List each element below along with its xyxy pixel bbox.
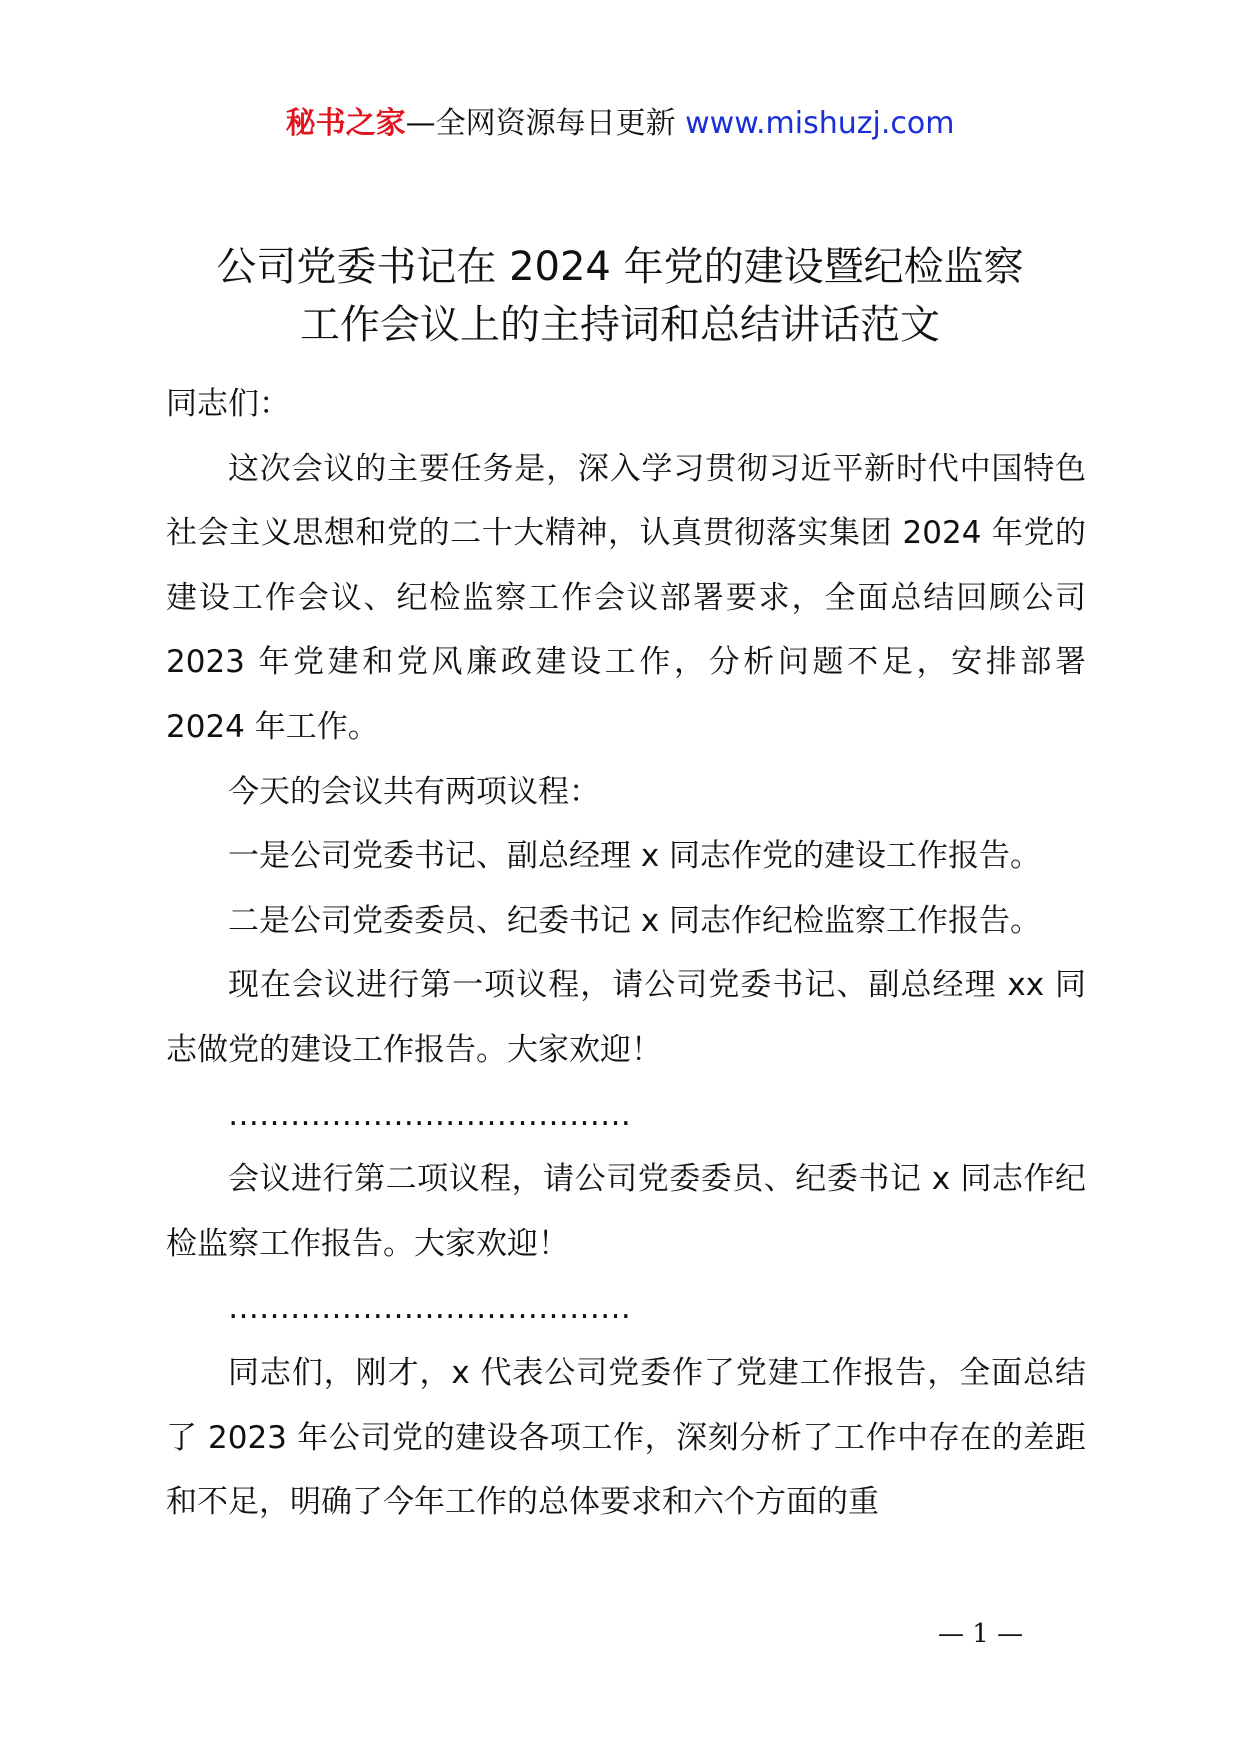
- title-line-2: 工作会议上的主持词和总结讲话范文: [300, 302, 940, 348]
- paragraph-agenda: 今天的会议共有两项议程：: [228, 773, 600, 810]
- paragraph-intro: 这次会议的主要任务是，深入学习贯彻习近平新时代中国特色社会主义思想和党的二十大精神，认真贯彻落实集团 2024 年党的建设工作会议、纪检监察工作会议部署要求，全面总结回顾公司 2023 年党建和党风廉政建设工作，分析问题不足，安排部署 2024 年工作。: [166, 450, 1086, 745]
- paragraph-first-item: 现在会议进行第一项议程，请公司党委书记、副总经理 xx 同志做党的建设工作报告。大家欢迎！: [166, 967, 1086, 1068]
- ellipsis-separator: …………………………………: [228, 1290, 631, 1327]
- agenda-item-1: 一是公司党委书记、副总经理 x 同志作党的建设工作报告。: [228, 838, 1042, 875]
- brand-name: 秘书之家: [285, 106, 406, 141]
- site-header: [0, 100, 1240, 148]
- site-url-link[interactable]: www.mishuzj.com: [685, 106, 955, 141]
- salutation: 同志们：: [166, 386, 290, 422]
- document-title: [120, 238, 1120, 354]
- ellipsis-separator: …………………………………: [228, 1096, 631, 1133]
- page-number: — 1 —: [938, 1619, 1024, 1649]
- paragraph-summary: 同志们，刚才，x 代表公司党委作了党建工作报告，全面总结了 2023 年公司党的建设各项工作，深刻分析了工作中存在的差距和不足，明确了今年工作的总体要求和六个方面的重: [166, 1354, 1086, 1521]
- document-body: [166, 372, 1086, 1535]
- header-slogan: —全网资源每日更新: [405, 106, 676, 141]
- paragraph-second-item: 会议进行第二项议程，请公司党委委员、纪委书记 x 同志作纪检监察工作报告。大家欢迎！: [166, 1161, 1086, 1262]
- agenda-item-2: 二是公司党委委员、纪委书记 x 同志作纪检监察工作报告。: [228, 902, 1042, 939]
- title-line-1: 公司党委书记在 2024 年党的建设暨纪检监察: [216, 244, 1024, 290]
